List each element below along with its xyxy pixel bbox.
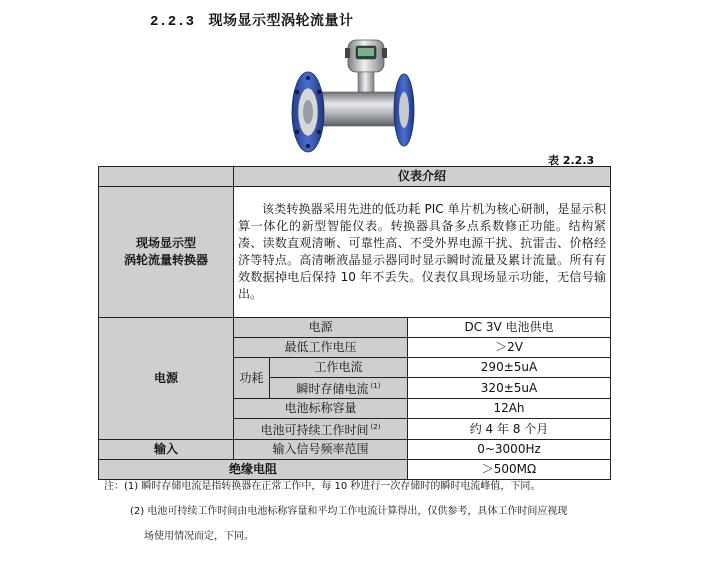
- storage-current-value: 320±5uA: [408, 378, 611, 399]
- supply-label: 电源: [234, 318, 408, 338]
- storage-current-cell: [270, 378, 408, 399]
- input-range-label: 输入信号频率范围: [234, 440, 408, 460]
- product-name-cell: [99, 187, 234, 318]
- turbine-flowmeter-image: [286, 34, 428, 158]
- duration-value: 约 4 年 8 个月: [408, 419, 611, 440]
- insulation-label: 绝缘电阻: [99, 460, 408, 480]
- duration-cell: [234, 419, 408, 440]
- power-section-label: 电源: [99, 318, 234, 440]
- note-2-continued: 场使用情况而定，下同。: [144, 531, 254, 542]
- min-voltage-value: ＞2V: [408, 338, 611, 358]
- section-title: 现场显示型涡轮流量计: [208, 13, 354, 29]
- capacity-label: 电池标称容量: [234, 399, 408, 419]
- table-notes: [104, 474, 567, 549]
- storage-current-note: (1): [370, 382, 381, 390]
- duration-note: (2): [370, 423, 381, 431]
- working-current-label: 工作电流: [270, 358, 408, 378]
- consumption-label: 功耗: [234, 358, 270, 399]
- table-header: 仪表介绍: [234, 167, 611, 187]
- capacity-value: 12Ah: [408, 399, 611, 419]
- insulation-value: ＞500MΩ: [408, 460, 611, 480]
- duration-label: 电池可持续工作时间: [260, 423, 369, 437]
- product-description: 该类转换器采用先进的低功耗 PIC 单片机为核心研制，是显示积算一体化的新型智能仪表。转换器具备多点系数修正功能。结构紧凑、读数直观清晰、可靠性高、不受外界电源干扰、抗雷击、价格经济等特点。高清晰液晶显示器同时显示瞬时流量及累计流量。所有有效数据掉电后保持 10 年不丢失。仪表仅具现场显示功能，无信号输出。: [234, 187, 611, 318]
- spec-table: [98, 166, 611, 480]
- section-number: 2.2.3: [150, 14, 195, 30]
- supply-value: DC 3V 电池供电: [408, 318, 611, 338]
- spec-table-blank-corner: [99, 167, 234, 187]
- input-label: 输入: [99, 440, 234, 460]
- note-1: 注：(1) 瞬时存储电流是指转换器在正常工作中，每 10 秒进行一次存储时的瞬时电流峰值，下同。: [104, 481, 541, 492]
- working-current-value: 290±5uA: [408, 358, 611, 378]
- product-name-line1: 现场显示型: [135, 236, 196, 250]
- storage-current-label: 瞬时存储电流: [296, 382, 369, 396]
- product-name-line2: 涡轮流量转换器: [123, 253, 208, 267]
- min-voltage-label: 最低工作电压: [234, 338, 408, 358]
- input-range-value: 0~3000Hz: [408, 440, 611, 460]
- note-2: (2) 电池可持续工作时间由电池标称容量和平均工作电流计算得出，仅供参考，具体工作时间应视现: [130, 506, 568, 517]
- table-caption: 表 2.2.3: [548, 154, 595, 167]
- section-heading: [150, 10, 354, 30]
